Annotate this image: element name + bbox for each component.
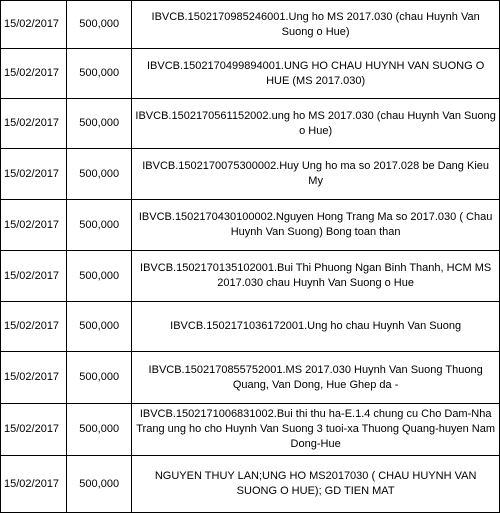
date-cell: 15/02/2017 [1,49,67,99]
description-cell: IBVCB.1502170561152002.ung ho MS 2017.030 (chau Huynh Van Suong o Hue) [132,99,500,149]
description-cell: IBVCB.1502170499894001.UNG HO CHAU HUYNH VAN SUONG O HUE (MS 2017.030) [132,49,500,99]
amount-cell: 500,000 [67,302,132,352]
amount-cell: 500,000 [67,49,132,99]
date-cell: 15/02/2017 [1,456,67,513]
table-row [1,404,500,456]
description-cell: IBVCB.1502170135102001.Bui Thi Phuong Ngan Binh Thanh, HCM MS 2017.030 chau Huynh Van Suong o Hue [132,251,500,302]
amount-cell: 500,000 [67,1,132,49]
date-cell: 15/02/2017 [1,352,67,404]
description-cell: IBVCB.1502170985246001.Ung ho MS 2017.030 (chau Huynh Van Suong o Hue) [132,1,500,49]
table-row [1,99,500,149]
amount-cell: 500,000 [67,404,132,456]
date-cell: 15/02/2017 [1,251,67,302]
amount-cell: 500,000 [67,456,132,513]
date-cell: 15/02/2017 [1,99,67,149]
date-cell: 15/02/2017 [1,1,67,49]
amount-cell: 500,000 [67,352,132,404]
date-cell: 15/02/2017 [1,302,67,352]
description-cell: IBVCB.1502170075300002.Huy Ung ho ma so 2017.028 be Dang Kieu My [132,149,500,200]
amount-cell: 500,000 [67,149,132,200]
table-row [1,149,500,200]
table-row [1,49,500,99]
table-row [1,1,500,49]
amount-cell: 500,000 [67,200,132,251]
date-cell: 15/02/2017 [1,404,67,456]
date-cell: 15/02/2017 [1,200,67,251]
description-cell: IBVCB.1502171006831002.Bui thi thu ha-E.1.4 chung cu Cho Dam-Nha Trang ung ho cho Huynh Van Suong 3 tuoi-xa Thuong Quang-huyen Nam Dong-Hue [132,404,500,456]
table-row [1,352,500,404]
table-row [1,200,500,251]
description-cell: IBVCB.1502171036172001.Ung ho chau Huynh Van Suong [132,302,500,352]
description-cell: IBVCB.1502170855752001.MS 2017.030 Huynh Van Suong Thuong Quang, Van Dong, Hue Ghep da - [132,352,500,404]
description-cell: NGUYEN THUY LAN;UNG HO MS2017030 ( CHAU HUYNH VAN SUONG O HUE); GD TIEN MAT [132,456,500,513]
table-row [1,456,500,513]
table-row [1,251,500,302]
description-cell: IBVCB.1502170430100002.Nguyen Hong Trang Ma so 2017.030 ( Chau Huynh Van Suong) Bong toan than [132,200,500,251]
amount-cell: 500,000 [67,99,132,149]
table-row [1,302,500,352]
date-cell: 15/02/2017 [1,149,67,200]
amount-cell: 500,000 [67,251,132,302]
